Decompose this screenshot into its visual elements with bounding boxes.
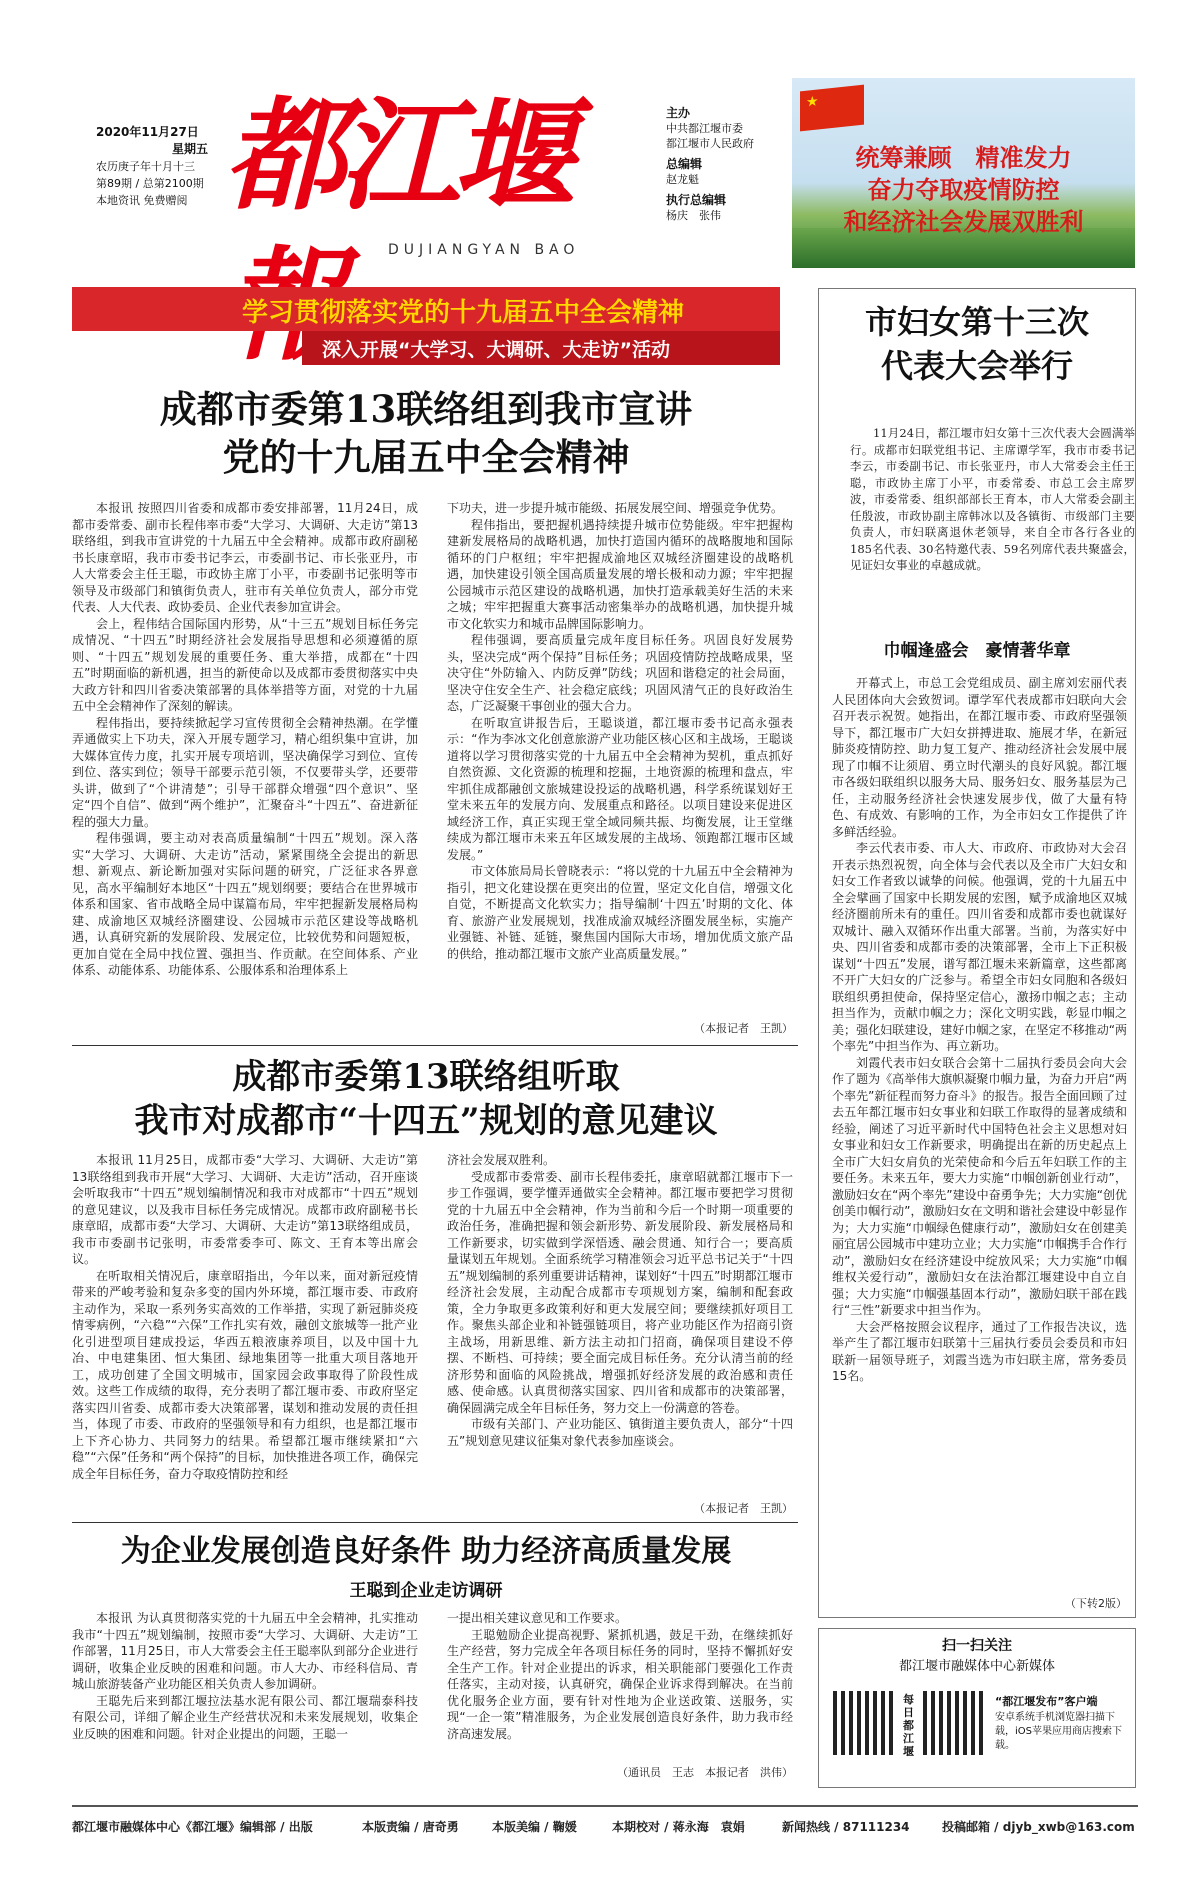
article1-col2 — [447, 500, 793, 1020]
campaign-subtitle: 深入开展“大学习、大调研、大走访”活动 — [322, 339, 670, 361]
right-intro-text: 11月24日，都江堰市妇女第十三次代表大会圆满举行。成都市妇联党组书记、主席谭学军，我市市委书记李云，市委副书记、市长张亚丹，市人大常委会主任王聪，市政协主席丁小平，市委常委、市总工会主席罗波，市委常委、组织部部长王育本，市人大常委会副主任殷波，市政协副主席韩冰以及各镇街、市级部门主要负责人，市妇联离退休老领导，来自全市各行各业的185名代表、30名特邀代表、59名列席代表共聚盛会，见证妇女事业的卓越成就。 — [850, 426, 1135, 572]
exec-editor-name: 杨庆 张伟 — [666, 209, 721, 222]
article1-p7: 程伟强调，要高质量完成年度目标任务。巩固良好发展势头，坚决完成“两个保持”目标任务；巩固疫情防控战略成果，坚决守住“外防输入、内防反弹”防线；巩固和谐稳定的社会局面，坚决守住安全生产、社会稳定底线；巩固风清气正的良好政治生态，广泛凝聚干事创业的强大合力。 — [447, 633, 793, 713]
article2-p1: 本报讯 11月25日，成都市委“大学习、大调研、大走访”第13联络组到我市开展“大学习、大调研、大走访”活动，召开座谈会听取我市“十四五”规划编制情况和我市对成都市“十四五”规划的意见建议，以及我市目标任务完成情况。成都市政府副秘书长康章昭，成都市委“大学习、大调研、大走访”第13联络组成员，我市市委副书记张明，市委常委李可、陈文、王育本等出席会议。 — [72, 1153, 418, 1266]
footer-email[interactable]: 投稿邮箱 / djyb_xwb@163.com — [942, 1820, 1135, 1834]
campaign-banner — [72, 287, 780, 369]
footer-hotline: 新闻热线 / 87111234 — [782, 1820, 910, 1834]
host-label: 主办 — [666, 106, 691, 120]
scan-title: 扫一扫关注 — [942, 1638, 1012, 1654]
host-2: 都江堰市人民政府 — [666, 137, 754, 150]
right-body — [832, 675, 1127, 1555]
continue-note: （下转2版） — [1065, 1597, 1127, 1610]
right-p3: 刘霞代表市妇女联合会第十二届执行委员会向大会作了题为《高举伟大旗帜凝聚巾帼力量，为奋力开启“两个率先”新征程而努力奋斗》的报告。报告全面回顾了过去五年都江堰市妇女事业和妇联工作取得的显著成绩和经验，阐述了习近平新时代中国特色社会主义思想对妇女事业和妇女工作新要求，明确提出在新的历史起点上全市广大妇女肩负的光荣使命和今后五年妇联工作的主要任务。未来五年，要大力实施“巾帼创新创业行动”，激励妇女在“两个率先”建设中奋勇争先；大力实施“创优创美巾帼行动”，激励妇女在文明和谐社会建设中彰显作为；大力实施“巾帼绿色健康行动”，激励妇女在创建美丽宜居公园城市中建功立业；大力实施“巾帼携手合作行动”，激励妇女在经济建设中绽放风采；大力实施“巾帼维权关爱行动”，激励妇女在法治都江堰建设中自立自强；大力实施“巾帼强基固本行动”，激励妇联干部在践行“三性”新要求中担当作为。 — [832, 1055, 1127, 1317]
footer-editor: 本版责编 / 唐奇勇 — [362, 1820, 459, 1834]
newspaper-title: 都江堰 — [224, 83, 566, 227]
issue-weekday: 星期五 — [171, 142, 208, 156]
footer-designer: 本版美编 / 鞠媛 — [492, 1820, 577, 1834]
slogan-banner — [792, 78, 1135, 268]
issue-date: 2020年11月27日 — [96, 125, 199, 139]
article2-signature: （本报记者 王凯） — [694, 1502, 793, 1515]
article2-p4: 受成都市委常委、副市长程伟委托，康章昭就都江堰市下一步工作强调，要学懂弄通做实全会精神。都江堰市要把学习贯彻党的十九届五中全会精神，作为当前和今后一个时期一项重要的政治任务，准确把握和领会新形势、新发展阶段、新发展格局和工作新要求，切实做到学深悟透、融会贯通、知行合一；要高质量谋划五年规划。全面系统学习精准领会习近平总书记关于“十四五”规划编制的系列重要讲话精神，谋划好“十四五”时期都江堰市经济社会发展，主动配合成都市专项规划方案，编制和配套政策，全力争取更多政策利好和更大发展空间；要继续抓好项目工作。聚焦头部企业和补链强链项目，将产业功能区作为招商引资主战场，用新思维、新方法主动扣门招商，确保项目建设不停摆、不断档、可持续；要全面完成目标任务。充分认清当前的经济形势和面临的风险挑战，增强抓好经济发展的政治感和责任感、使命感。认真贯彻落实国家、四川省和成都市的决策部署，确保圆满完成全年目标任务，努力交上一份满意的答卷。 — [447, 1169, 793, 1415]
app-desc: 安卓系统手机浏览器扫描下载，iOS苹果应用商店搜索下载。 — [995, 1712, 1122, 1751]
article3-p2: 王聪先后来到都江堰拉法基水泥有限公司、都江堰瑞泰科技有限公司，详细了解企业生产经营状况和未来发展规划，收集企业反映的困难和问题。针对企业提出的问题，王聪一 — [72, 1693, 418, 1741]
qr-label-1: 每日都江堰 — [903, 1693, 914, 1758]
article1-p3: 程伟指出，要持续掀起学习宣传贯彻全会精神热潮。在学懂弄通做实上下功夫，深入开展专题学习，精心组织集中宣讲，加大媒体宣传力度，扎实开展专项培训，坚决确保学习到位、宣传到位、落实到位；领导干部要示范引领，不仅要带头学，还要带头讲，做到了“个讲清楚”；引导干部群众增强“四个意识”、坚定“四个自信”、做到“两个维护”，汇聚奋斗“十四五”、奋进新征程的强大力量。 — [72, 715, 418, 829]
banner-line-1: 统筹兼顾 精准发力 — [855, 143, 1072, 172]
article1-p9: 市文体旅局局长曾晓表示：“将以党的十九届五中全会精神为指引，把文化建设摆在更突出的位置，坚定文化自信，增强文化自觉，不断提高文化软实力；指导编制‘十四五’时期的文化、体育、旅游产业发展规划，找准成渝双城经济圈发展坐标，实施产业强链、补链、延链，聚焦国内国际大市场，增加优质文旅产品的供给，推动都江堰市文旅产业高质量发展。” — [447, 864, 793, 961]
qr-code-icon[interactable] — [833, 1691, 897, 1755]
footer-proofreader: 本期校对 / 蒋永海 袁娟 — [612, 1820, 745, 1834]
banner-line-2: 奋力夺取疫情防控 — [867, 175, 1060, 204]
article3-col1 — [72, 1610, 418, 1778]
right-headline-line2: 代表大会举行 — [880, 347, 1073, 385]
article1-p8: 在听取宣讲报告后，王聪谈道，都江堰市委书记高永强表示：“作为李冰文化创意旅游产业功能区核心区和主战场，王聪谈道将以学习贯彻落实党的十九届五中全会精神为契机，重点抓好自然资源、文化资源的梳理和挖掘，土地资源的梳理和盘点，牢牢抓住成都融创文旅城建设投运的战略机遇，科学系统谋划好王堂未来五年的发展方向、发展重点和路径。以项目建设来促进区域经济工作，真正实现王堂全域同频共振、均衡发展，让王堂继续成为都江堰市未来五年区域发展的主战场、领跑都江堰市区域发展。” — [447, 715, 793, 862]
flag-icon: ★ — [800, 85, 864, 132]
divider — [72, 1045, 798, 1046]
divider — [72, 1522, 798, 1523]
article2-headline-line2: 我市对成都市“十四五”规划的意见建议 — [134, 1101, 718, 1141]
host-1: 中共都江堰市委 — [666, 122, 743, 135]
article3-p4: 王聪勉励企业提高视野、紧抓机遇，鼓足干劲，在继续抓好生产经营，努力完成全年各项目标任务的同时，坚持不懈抓好安全生产工作。针对企业提出的诉求，相关职能部门要强化工作责任落实，主动对接，认真研究，确保企业诉求得到解决。在当前优化服务企业方面，要有针对性地为企业送政策、送服务，实现“一企一策”精准服务，为企业发展创造良好条件，助力我市经济高速发展。 — [447, 1627, 793, 1741]
app-name: “都江堰发布”客户端 — [995, 1695, 1098, 1708]
article2-headline-line1: 成都市委第13联络组听取 — [232, 1057, 620, 1097]
banner-line-3: 和经济社会发展双胜利 — [843, 207, 1084, 236]
article3-headline: 为企业发展创造良好条件 助力经济高质量发展 — [120, 1534, 732, 1569]
exec-editor-label: 执行总编辑 — [666, 193, 727, 207]
footer-rule — [72, 1805, 1138, 1807]
right-p1: 开幕式上，市总工会党组成员、副主席刘宏丽代表人民团体向大会致贺词。谭学军代表成都市妇联向大会召开表示祝贺。她指出，在都江堰市委、市政府坚强领导下，都江堰市广大妇女拼搏进取、施展才华，在新冠肺炎疫情防控、助力复工复产、推动经济社会发展中展现了巾帼不让须眉、勇立时代潮头的良好风貌。都江堰市各级妇联组织以服务大局、服务妇女、服务基层为己任，主动服务经济社会快速发展步伐，做了大量有特色、有成效、有影响的工作，为全市妇女工作提供了许多鲜活经验。 — [832, 676, 1127, 839]
article1-p5: 下功夫，进一步提升城市能级、拓展发展空间、增强竞争优势。 — [447, 501, 784, 515]
article1-headline-line1: 成都市委第13联络组到我市宣讲 — [159, 387, 693, 431]
editor-name: 赵龙魁 — [666, 173, 699, 186]
date-block — [96, 124, 208, 209]
right-headline-line1: 市妇女第十三次 — [864, 303, 1089, 341]
scan-box — [818, 1628, 1136, 1788]
article3-subhead: 王聪到企业走访调研 — [349, 1581, 503, 1601]
article3-col2 — [447, 1610, 793, 1762]
right-p4: 大会严格按照会议程序，通过了工作报告决议，选举产生了都江堰市妇联第十三届执行委员会委员和市妇联新一届领导班子，刘霞当选为市妇联主席，常务委员15名。 — [832, 1319, 1127, 1383]
free-note: 本地资讯 免费赠阅 — [96, 194, 188, 207]
article1-p2: 会上，程伟结合国际国内形势，从“十三五”规划目标任务完成情况、“十四五”时期经济社会发展指导思想和必须遵循的原则、“十四五”规划发展的重要任务、重大举措，成都在“十四五”时期面临的新机遇，担当的新使命以及成都市委贯彻落实中央大政方针和四川省委决策部署的具体举措等方面，对党的十九届五中全会精神作了深刻的解读。 — [72, 616, 418, 713]
article2-headline — [72, 1055, 780, 1143]
footer — [72, 1818, 1138, 1840]
host-block — [666, 106, 796, 223]
article2-p2: 在听取相关情况后，康章昭指出，今年以来，面对新冠疫情带来的严峻考验和复杂多变的国内外环境，都江堰市委、市政府主动作为，采取一系列务实高效的工作举措，实现了新冠肺炎疫情零病例，“六稳”“六保”工作扎实有效，融创文旅城等一批产业化引进型项目建成投运，华西五粮液康养项目，以及中国十九冶、中电建集团、恒大集团、绿地集团等一批重大项目落地开工，成功创建了全国文明城市，国家园会政事取得了阶段性成效。这些工作成绩的取得，充分表明了都江堰市委、市政府坚定落实四川省委、成都市委大决策部署，谋划和推动发展的责任担当，体现了市委、市政府的坚强领导和有力组织，也是都江堰市上下齐心协力、共同努力的结果。希望都江堰市继续紧扣“六稳”“六保”任务和“两个保持”的目标，加快推进各项工作，确保完成全年目标任务，奋力夺取疫情防控和经 — [72, 1268, 418, 1481]
lunar-date: 农历庚子年十月十三 — [96, 160, 195, 173]
scan-subtitle: 都江堰市融媒体中心新媒体 — [898, 1659, 1055, 1674]
article1-signature: （本报记者 王凯） — [694, 1022, 793, 1035]
campaign-title: 学习贯彻落实党的十九届五中全会精神 — [242, 298, 685, 328]
right-headline — [818, 300, 1136, 388]
article1-headline — [72, 385, 780, 481]
article2-col2 — [447, 1152, 793, 1498]
right-p2: 李云代表市委、市人大、市政府、市政协对大会召开表示热烈祝贺，向全体与会代表以及全市广大妇女和妇女工作者致以诚挚的问候。他强调，党的十九届五中全会擘画了国家中长期发展的宏图，赋予成渝地区双城经济圈前所未有的重任。四川省委和成都市委也就谋好双城计、融入双循环作出重大部署。当前，为落实好中央、四川省委和成都市委的决策部署，全市上下正积极谋划“十四五”发展，谱写都江堰未来新篇章，这些都离不开广大妇女的广泛参与。希望全市妇女同胞和各级妇联组织勇担使命，保持坚定信心，激扬巾帼之志；主动担当作为，贡献巾帼之力；深化文明实践，彰显巾帼之美；强化妇联建设，建好巾帼之家，在坚定不移推动“两个率先”中担当作为、再立新功。 — [832, 841, 1127, 1053]
issue-number: 第89期 / 总第2100期 — [96, 177, 204, 190]
article3-p3: 一提出相关建议意见和工作要求。 — [447, 1611, 628, 1625]
right-intro — [850, 425, 1135, 605]
qr-code-app-icon[interactable] — [923, 1691, 987, 1755]
right-subhead: 巾帼逢盛会 豪情著华章 — [883, 641, 1071, 661]
editor-label: 总编辑 — [666, 157, 703, 171]
article1-p1: 本报讯 按照四川省委和成都市委安排部署，11月24日，成都市委常委、副市长程伟率市委“大学习、大调研、大走访”第13联络组，到我市宣讲党的十九届五中全会精神。成都市政府副秘书长康章昭，我市市委书记李云，市委副书记、市长张亚丹，市人大常委会主任王聪，市政协主席丁小平，市委副书记张明等市领导及市级部门和镇街负责人，驻市有关单位负责人，部分市党代表、人大代表、政协委员、企业代表参加宣讲会。 — [72, 501, 418, 614]
newspaper-pinyin: DUJIANGYAN BAO — [388, 242, 580, 258]
article1-col1 — [72, 500, 418, 1040]
article1-p4: 程伟强调，要主动对表高质量编制“十四五”规划。深入落实“大学习、大调研、大走访”活动，紧紧围绕全会提出的新思想、新观点、新论断加强对实际问题的研究，广泛征求各界意见，高水平编制好本地区“十四五”规划纲要；要结合在世界城市体系和国家、省市战略全局中谋篇布局，牢牢把握新发展格局构建、成渝地区双城经济圈建设、公园城市示范区建设等战略机遇，认真研究新的发展阶段、发展定位，比较优势和问题短板，更加自觉在全局中找位置、强担当、作贡献。在空间体系、产业体系、动能体系、功能体系、公服体系和治理体系上 — [72, 831, 418, 977]
footer-publisher: 都江堰市融媒体中心《都江堰》编辑部 / 出版 — [72, 1820, 313, 1834]
article2-col1 — [72, 1152, 418, 1518]
article2-p5: 市级有关部门、产业功能区、镇街道主要负责人，部分“十四五”规划意见建议征集对象代表参加座谈会。 — [447, 1417, 793, 1448]
article1-headline-line2: 党的十九届五中全会精神 — [222, 435, 630, 479]
article2-p3: 济社会发展双胜利。 — [447, 1153, 556, 1167]
article1-p6: 程伟指出，要把握机遇持续提升城市位势能级。牢牢把握构建新发展格局的战略机遇，加快打造国内循环的战略腹地和国际循环的门户枢纽；牢牢把握成渝地区双城经济圈建设的战略机遇，加快建设引领全国高质量发展的增长极和动力源；牢牢把握公园城市示范区建设的战略机遇，加快打造承载美好生活的未来之城；牢牢把握重大赛事活动密集举办的战略机遇，加快提升城市文化软实力和城市品牌国际影响力。 — [447, 517, 793, 631]
article3-p1: 本报讯 为认真贯彻落实党的十九届五中全会精神，扎实推动我市“十四五”规划编制，按照市委“大学习、大调研、大走访”工作部署，11月25日，市人大常委会主任王聪率队到部分企业进行调研，收集企业反映的困难和问题。市人大办、市经科信局、青城山旅游装备产业功能区相关负责人参加调研。 — [72, 1611, 418, 1691]
article3-signature: （通讯员 王志 本报记者 洪伟） — [617, 1766, 793, 1779]
